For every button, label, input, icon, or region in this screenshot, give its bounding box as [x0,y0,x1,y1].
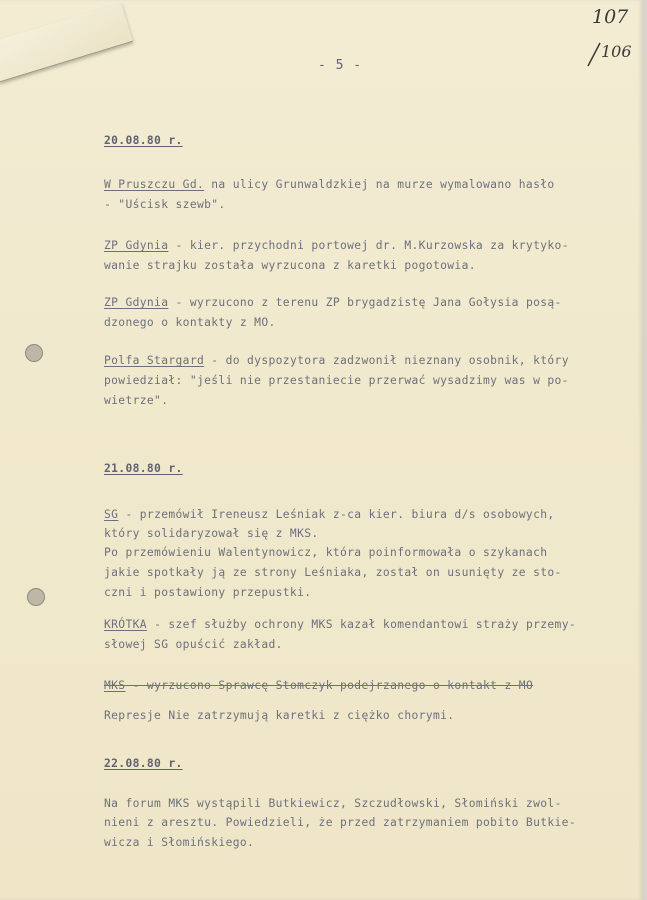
page-number: - 5 - [318,58,363,73]
punch-hole-bottom [27,588,45,606]
section-date: 20.08.80 r. [104,134,183,147]
entry-line-crossed-out: MKS - wyrzucono Sprawcę Stomczyk podejrzanego o kontakt z MO [104,679,534,692]
entry-line: Polfa Stargard - do dyspozytora zadzwonił nieznany osobnik, który [104,354,569,367]
section-date: 22.08.80 r. [104,757,183,770]
entry-line: - "Uścisk szewb". [104,198,226,211]
entry-line: jakie spotkały ją ze strony Leśniaka, został on usunięty ze sto- [104,566,562,579]
entry-line: powiedział: "jeśli nie przestaniecie przerwać wysadzimy was w po- [104,374,569,387]
entry-line: ZP Gdynia - wyrzucono z terenu ZP brygadzistę Jana Gołysia posą- [104,296,562,309]
entry-line: Po przemówieniu Walentynowicz, która poinformowała o szykanach [104,546,548,559]
entry-line: W Pruszczu Gd. na ulicy Grunwaldzkiej na murze wymalowano hasło [104,178,555,191]
handwritten-page-number: 107 [592,6,629,28]
entry-line: nieni z aresztu. Powiedzieli, że przed zatrzymaniem pobito Butkie- [104,816,576,829]
section-date: 21.08.80 r. [104,462,183,475]
punch-hole-top [25,344,43,362]
entry-line: ZP Gdynia - kier. przychodni portowej dr. M.Kurzowska za krytyko- [104,239,569,252]
handwritten-mark [585,40,625,70]
handwritten-old-page-number: 106 [601,42,632,61]
entry-line: który solidaryzował się z MKS. [104,527,319,540]
entry-line: dzonego o kontakty z MO. [104,316,276,329]
folded-corner [0,2,133,82]
entry-line: KRÓTKA - szef służby ochrony MKS kazał komendantowi straży przemy- [104,618,576,631]
entry-line: Na forum MKS wystąpili Butkiewicz, Szczudłowski, Słomiński zwol- [104,797,562,810]
entry-line: SG - przemówił Ireneusz Leśniak z-ca kier. biura d/s osobowych, [104,508,555,521]
entry-line: wicza i Słomińskiego. [104,836,255,849]
entry-line: Represje Nie zatrzymują karetki z ciężko chorymi. [104,709,455,722]
entry-line: wanie strajku została wyrzucona z karetki pogotowia. [104,259,476,272]
entry-line: czni i postawiony przepustki. [104,586,312,599]
entry-line: wietrze". [104,394,169,407]
entry-line: słowej SG opuścić zakład. [104,638,283,651]
